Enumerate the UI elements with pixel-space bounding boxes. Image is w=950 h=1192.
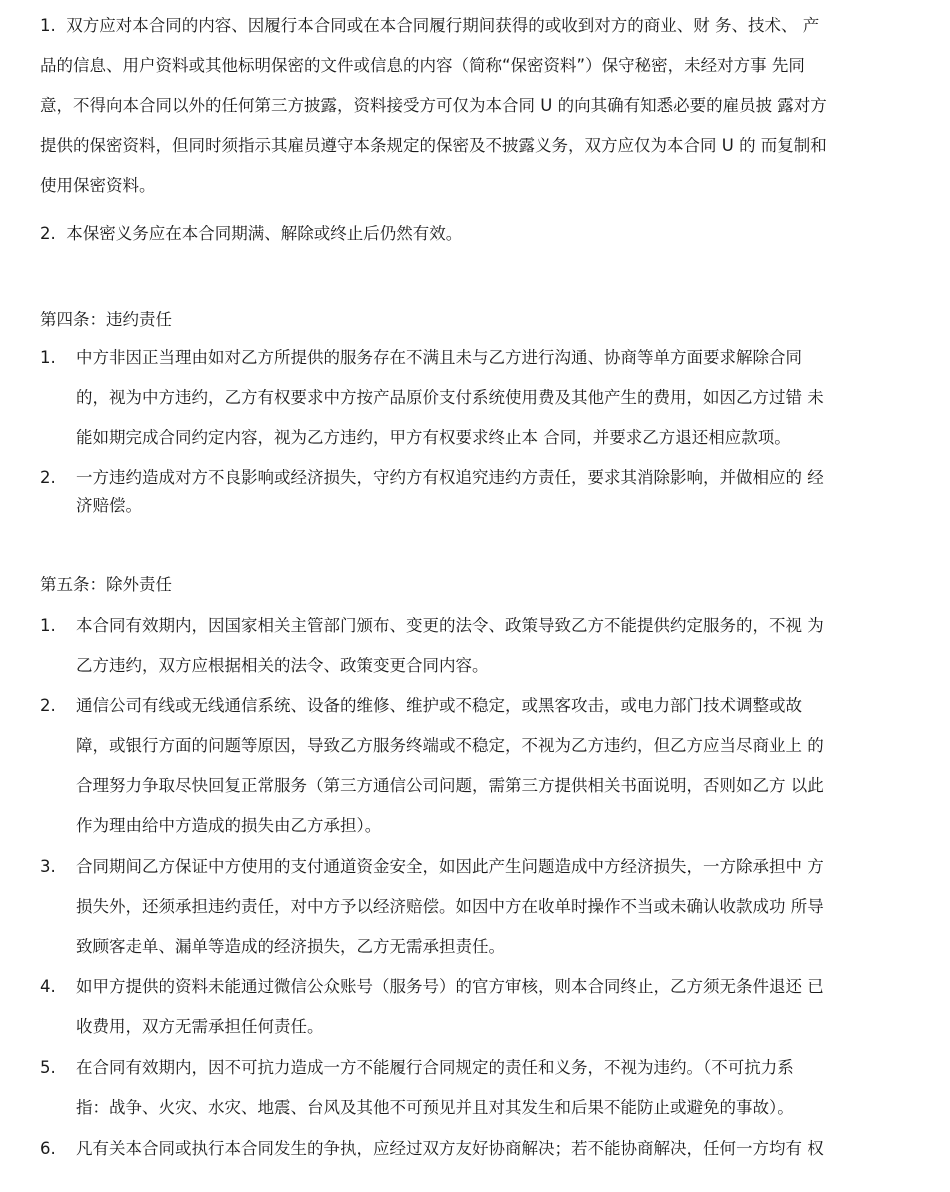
item-text — [76, 338, 937, 458]
clause-text: 本保密义务应在本合同期满、解除或终止后仍然有效。 — [66, 224, 463, 243]
exclusion-item-3 — [40, 847, 937, 967]
item-text — [76, 606, 937, 686]
section-heading-exclusions: 第五条：除外责任 — [40, 575, 172, 594]
item-line: 中方非因正当理由如对乙方所提供的服务存在不满且未与乙方进行沟通、协商等单方面要求解除合同 — [76, 348, 802, 367]
item-line: 一方违约造成对方不良影响或经济损失，守约方有权追究违约方责任，要求其消除影响，并做相应的 经 — [76, 468, 824, 487]
confidentiality-clause-1 — [40, 6, 937, 206]
clause-line — [40, 6, 937, 46]
item-line: 如甲方提供的资料未能通过微信公众账号（服务号）的官方审核，则本合同终止，乙方须无条件退还 已 — [76, 977, 824, 996]
item-number: 2. — [40, 696, 56, 715]
item-line: 凡有关本合同或执行本合同发生的争执，应经过双方友好协商解决；若不能协商解决，任何一方均有 权 — [76, 1139, 824, 1158]
exclusion-item-1 — [40, 606, 937, 686]
item-line: 损失外，还须承担违约责任，对中方予以经济赔偿。如因中方在收单时操作不当或未确认收款成功 所导 — [76, 897, 824, 916]
item-line: 收费用，双方无需承担任何责任。 — [76, 1017, 324, 1036]
item-number: 4. — [40, 977, 56, 996]
item-number: 3. — [40, 857, 56, 876]
item-line: 指：战争、火灾、水灾、地震、台风及其他不可预见并且对其发生和后果不能防止或避免的事故）。 — [76, 1098, 794, 1117]
clause-number: 1. — [40, 16, 56, 35]
clause-line — [40, 214, 937, 254]
item-line: 作为理由给中方造成的损失由乙方承担）。 — [76, 816, 382, 835]
item-line: 济赔偿。 — [76, 496, 142, 515]
item-line: 的，视为中方违约，乙方有权要求中方按产品原价支付系统使用费及其他产生的费用，如因乙方过错 未 — [76, 388, 824, 407]
clause-number: 2. — [40, 224, 56, 243]
item-line: 乙方违约，双方应根据相关的法令、政策变更合同内容。 — [76, 656, 489, 675]
exclusion-item-5 — [40, 1048, 937, 1128]
item-text — [76, 1048, 937, 1128]
item-line: 障，或银行方面的问题等原因，导致乙方服务终端或不稳定，不视为乙方违约，但乙方应当尽商业上 的 — [76, 736, 824, 755]
clause-line: 使用保密资料。 — [40, 176, 156, 195]
breach-item-2 — [40, 464, 937, 520]
item-line: 通信公司有线或无线通信系统、设备的维修、维护或不稳定，或黑客攻击，或电力部门技术调整或故 — [76, 696, 802, 715]
item-line: 合理努力争取尽快回复正常服务（第三方通信公司问题，需第三方提供相关书面说明，否则如乙方 以此 — [76, 776, 824, 795]
section-heading-breach: 第四条：违约责任 — [40, 310, 172, 329]
item-line: 合同期间乙方保证中方使用的支付通道资金安全，如因此产生问题造成中方经济损失，一方除承担中 方 — [76, 857, 824, 876]
item-number: 6. — [40, 1139, 56, 1158]
item-line: 致顾客走单、漏单等造成的经济损失，乙方无需承担责任。 — [76, 937, 505, 956]
confidentiality-clause-2 — [40, 214, 937, 254]
exclusion-item-4 — [40, 967, 937, 1047]
item-number: 2. — [40, 468, 56, 487]
exclusion-item-2 — [40, 686, 937, 846]
item-number: 1. — [40, 616, 56, 635]
item-number: 5. — [40, 1058, 56, 1077]
item-line: 能如期完成合同约定内容，视为乙方违约，甲方有权要求终止本 合同，并要求乙方退还相应款项。 — [76, 428, 791, 447]
clause-text: 双方应对本合同的内容、因履行本合同或在本合同履行期间获得的或收到对方的商业、财 务、技术、 产 — [66, 16, 820, 35]
clause-line: 提供的保密资料，但同时须指示其雇员遵守本条规定的保密及不披露义务，双方应仅为本合同 U 的 而复制和 — [40, 136, 827, 155]
item-text — [76, 686, 937, 846]
item-text — [76, 967, 937, 1047]
item-line: 在合同有效期内，因不可抗力造成一方不能履行合同规定的责任和义务，不视为违约。（不可抗力系 — [76, 1058, 794, 1077]
breach-item-1 — [40, 338, 937, 458]
clause-line: 品的信息、用户资料或其他标明保密的文件或信息的内容（简称“保密资料”）保守秘密，未经对方事 先同 — [40, 56, 805, 75]
clause-line: 意，不得向本合同以外的任何第三方披露，资料接受方可仅为本合同 U 的向其确有知悉必要的雇员披 露对方 — [40, 96, 827, 115]
item-text — [76, 1129, 937, 1169]
item-text — [76, 847, 937, 967]
item-line: 本合同有效期内，因国家相关主管部门颁布、变更的法令、政策导致乙方不能提供约定服务的，不视 为 — [76, 616, 824, 635]
item-text — [76, 464, 937, 520]
exclusion-item-6 — [40, 1129, 937, 1169]
item-number: 1. — [40, 348, 56, 367]
